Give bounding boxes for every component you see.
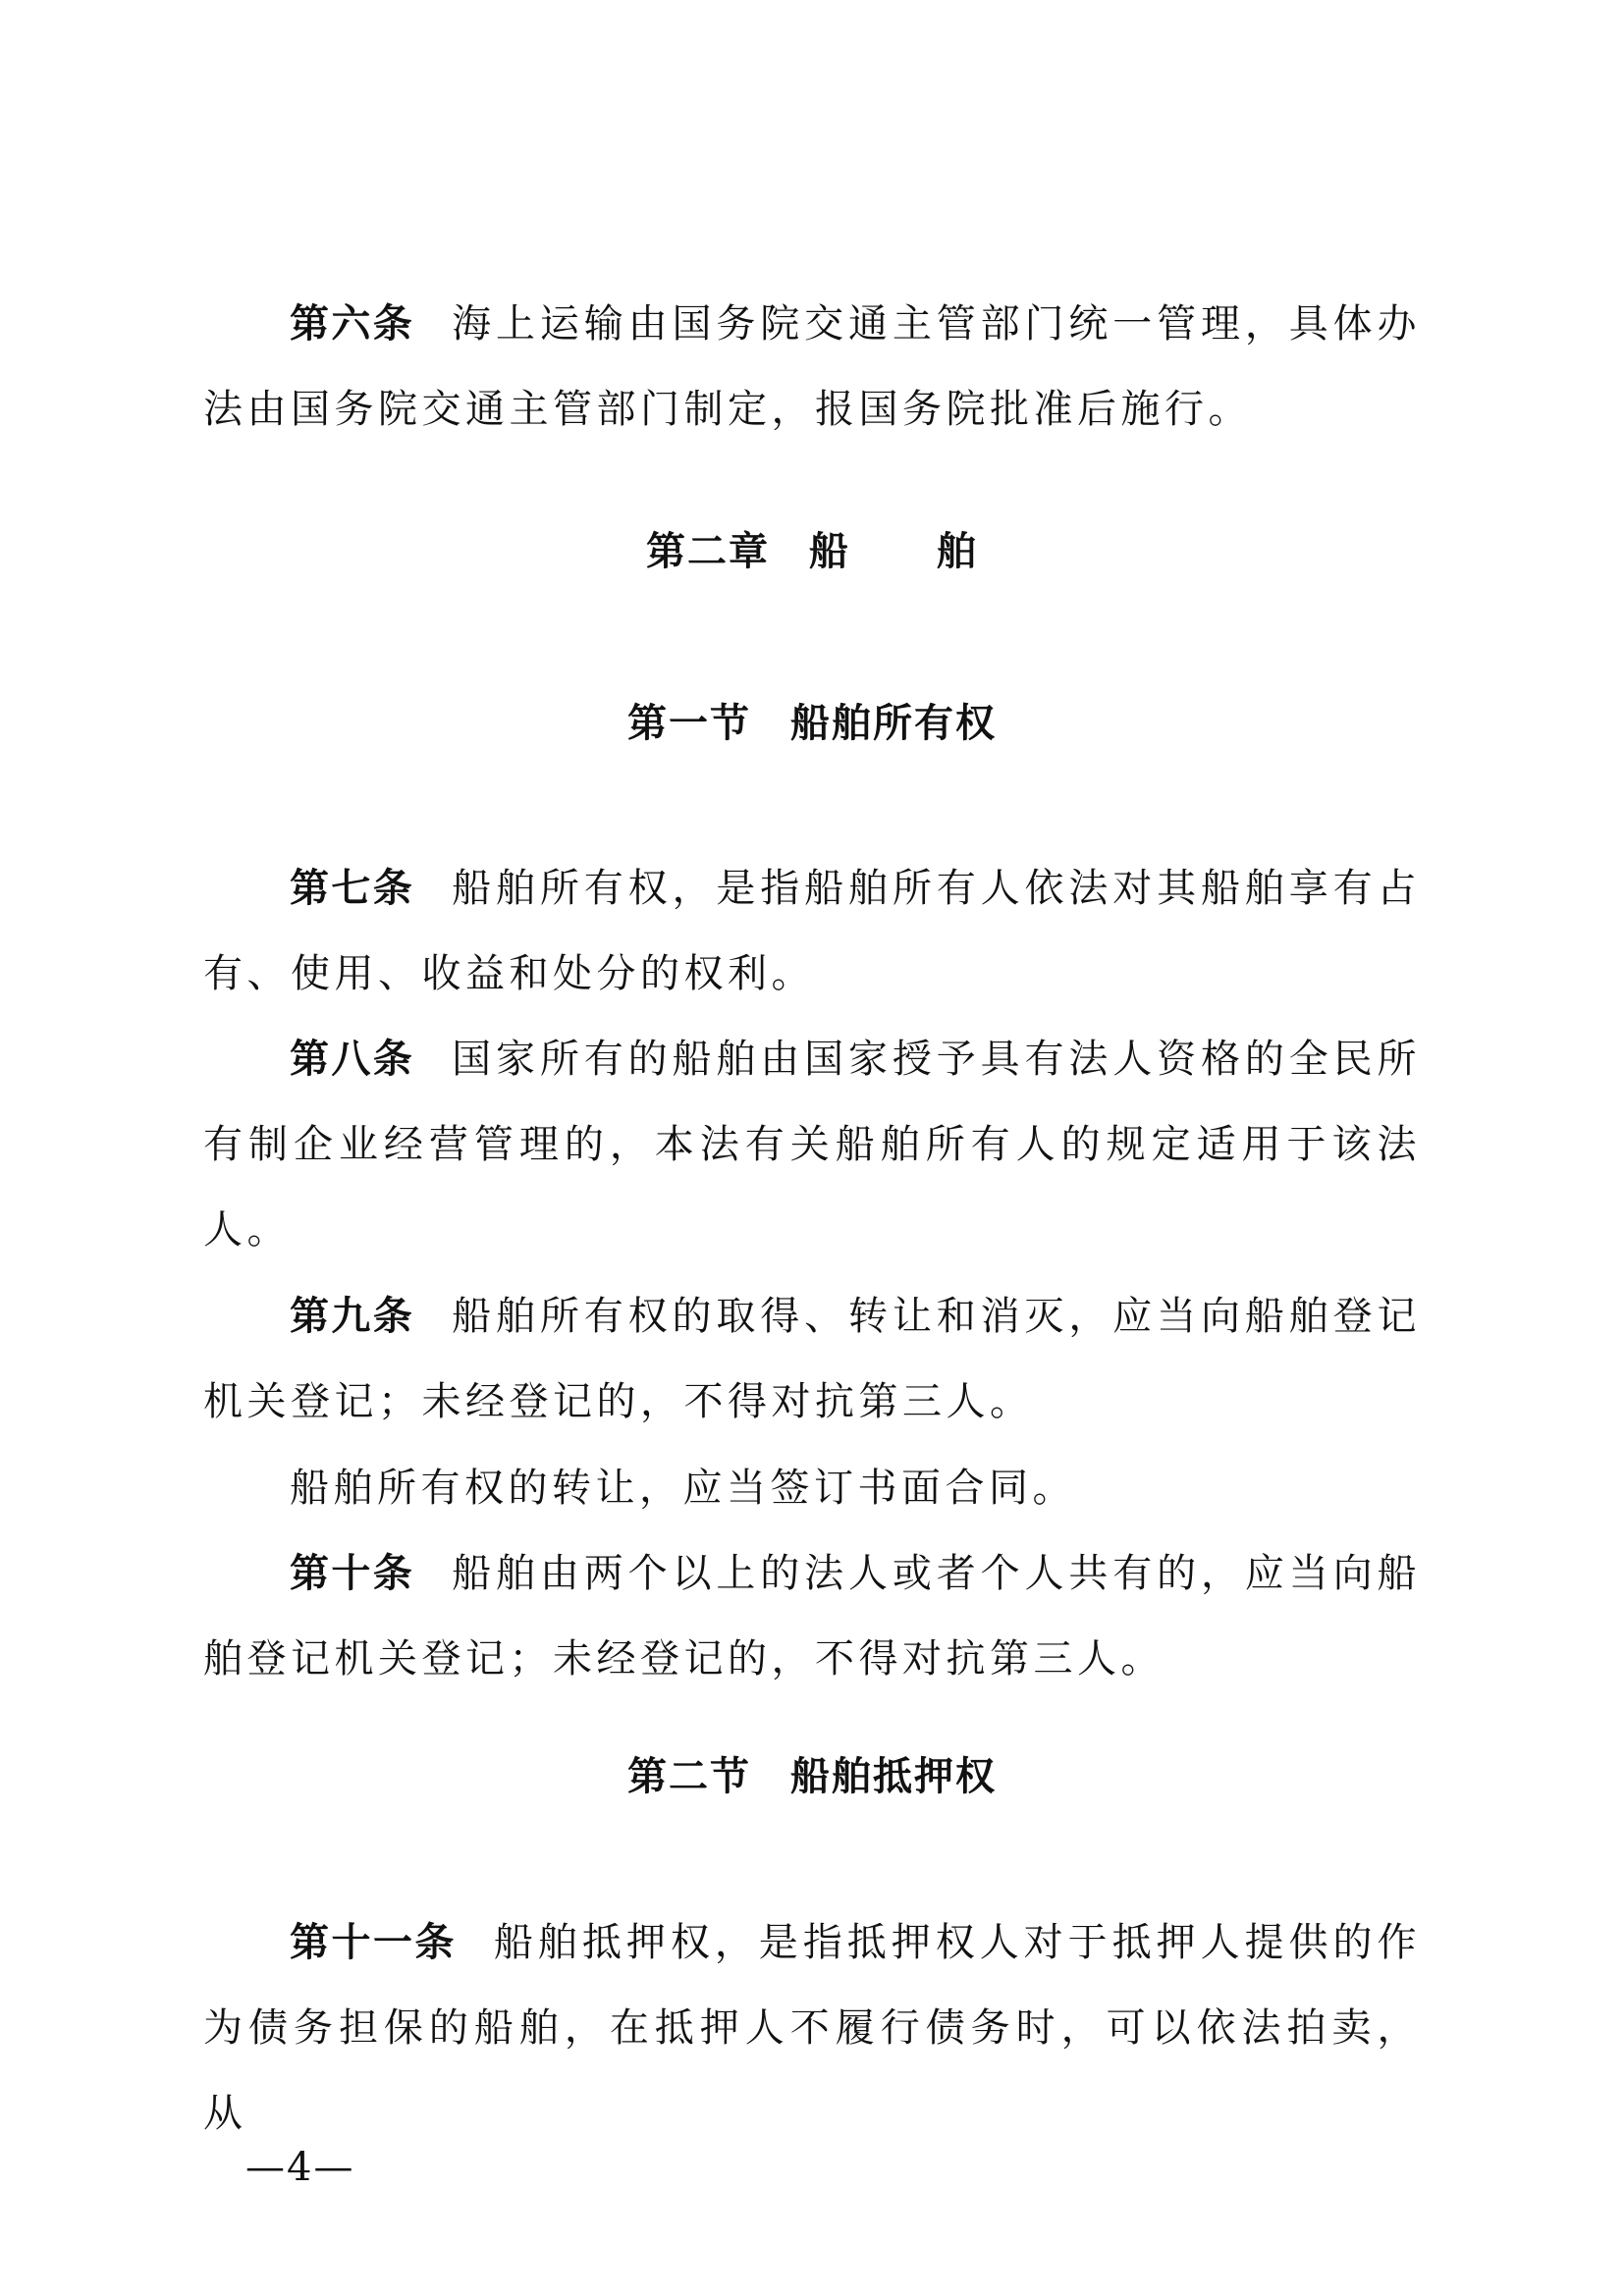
article-11-text: 船舶抵押权，是指抵押权人对于抵押人提供的作为债务担保的船舶，在抵押人不履行债务时，可以依法拍卖，从 (203, 1920, 1422, 2136)
article-9-text: 船舶所有权的取得、转让和消灭，应当向船舶登记机关登记；未经登记的，不得对抗第三人。 (203, 1294, 1421, 1424)
article-7-label: 第七条 (290, 866, 415, 911)
article-10-label: 第十条 (290, 1551, 415, 1596)
chapter-title-char-2: 舶 (937, 529, 978, 574)
chapter-number: 第二章 (646, 529, 770, 574)
section-1-number: 第一节 (627, 700, 751, 746)
chapter-title-char-1: 船 (809, 529, 850, 574)
page-number: —4— (245, 2145, 355, 2190)
article-6 (203, 282, 1421, 453)
article-11 (203, 1900, 1421, 2157)
article-6-text: 海上运输由国务院交通主管部门统一管理，具体办法由国务院交通主管部门制定，报国务院批准后施行。 (203, 301, 1421, 432)
article-9 (203, 1274, 1421, 1445)
section-2-number: 第二节 (627, 1753, 751, 1799)
article-8 (203, 1017, 1421, 1273)
section-2-heading (203, 1745, 1421, 1801)
article-6-label: 第六条 (290, 301, 415, 347)
article-10 (203, 1531, 1421, 1702)
article-11-label: 第十一条 (290, 1920, 457, 1965)
chapter-heading (203, 520, 1421, 576)
section-1-title: 船舶所有权 (790, 700, 997, 746)
section-2-title: 船舶抵押权 (790, 1753, 997, 1799)
article-9-label: 第九条 (290, 1294, 415, 1339)
section-1-heading (203, 692, 1421, 748)
article-7-text: 船舶所有权，是指船舶所有人依法对其船舶享有占有、使用、收益和处分的权利。 (203, 866, 1421, 996)
article-8-label: 第八条 (290, 1037, 415, 1082)
article-8-text: 国家所有的船舶由国家授予具有法人资格的全民所有制企业经营管理的，本法有关船舶所有人的规定适用于该法人。 (203, 1037, 1421, 1253)
article-7 (203, 846, 1421, 1017)
article-9-paragraph-2: 船舶所有权的转让，应当签订书面合同。 (290, 1466, 1076, 1511)
article-10-text: 船舶由两个以上的法人或者个人共有的，应当向船舶登记机关登记；未经登记的，不得对抗第三人。 (203, 1551, 1421, 1682)
